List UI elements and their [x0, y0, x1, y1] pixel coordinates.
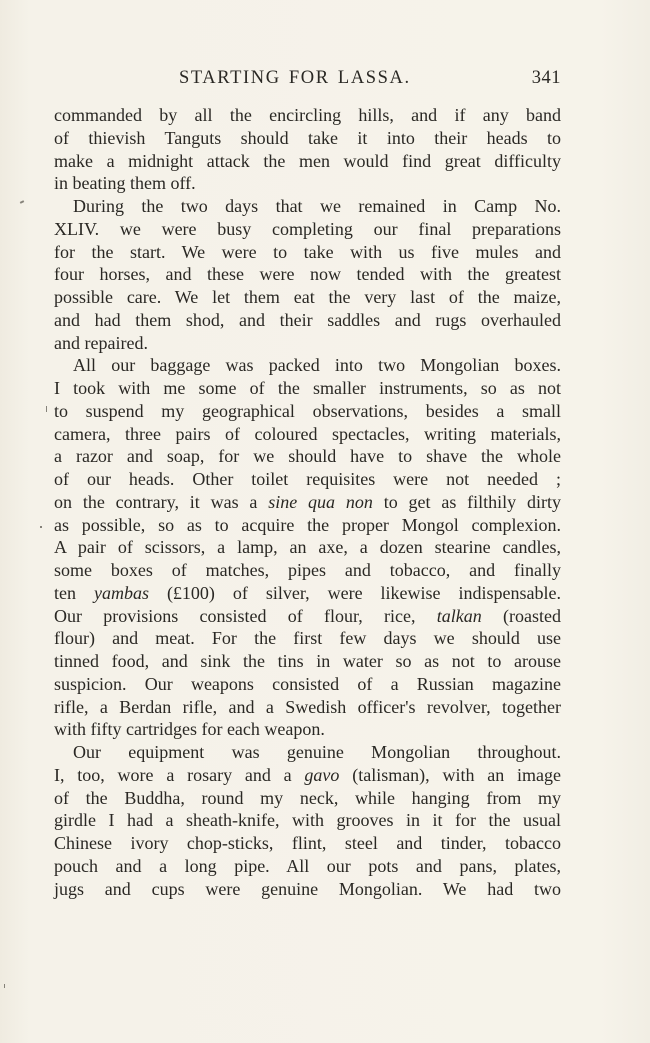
text-segment: jugs and cups were genuine Mongolian. We had two [54, 878, 561, 899]
text-line [54, 514, 561, 537]
text-segment: pouch and a long pipe. All our pots and pans, plates, [54, 855, 561, 876]
text-line [54, 468, 561, 491]
text-segment: I, too, wore a rosary and a [54, 764, 305, 785]
text-line [54, 787, 561, 810]
text-segment: Our provisions consisted of flour, rice, [54, 605, 437, 626]
italic-term: yambas [93, 582, 149, 603]
text-line [54, 832, 561, 855]
text-segment: and repaired. [54, 332, 148, 353]
margin-mark [4, 984, 5, 988]
text-segment: rifle, a Berdan rifle, and a Swedish officer's revolver, together [54, 696, 561, 717]
text-segment: Chinese ivory chop-sticks, flint, steel and tinder, tobacco [54, 833, 561, 853]
text-segment: commanded by all the encircling hills, and if any band [54, 105, 561, 125]
text-line [54, 627, 561, 650]
text-line [54, 536, 561, 559]
text-segment: and had them shod, and their saddles and rugs overhauled [54, 309, 561, 330]
text-line [54, 423, 561, 446]
text-segment: A pair of scissors, a lamp, an axe, a dozen stearine candles, [54, 537, 561, 558]
text-line [54, 445, 561, 468]
text-line [54, 241, 561, 264]
text-line [54, 741, 561, 764]
text-line [54, 855, 561, 878]
text-segment: on the contrary, it was a [54, 491, 269, 512]
text-line [54, 809, 561, 832]
text-segment: (talisman), with an image [339, 764, 561, 785]
text-segment: (roasted [481, 605, 561, 626]
text-segment: to get as filthily dirty [372, 491, 561, 512]
text-segment: four horses, and these were now tended with the greatest [54, 264, 561, 285]
text-segment: ten [54, 582, 94, 603]
text-segment: with fifty cartridges for each weapon. [54, 719, 325, 740]
margin-mark [20, 200, 24, 204]
text-segment: of the Buddha, round my neck, while hanging from my [54, 787, 561, 808]
text-segment: (£100) of silver, were likewise indispensable. [148, 582, 561, 603]
text-segment: camera, three pairs of coloured spectacles, writing materials, [54, 423, 561, 444]
text-line [54, 309, 561, 332]
text-line [54, 127, 561, 150]
text-line [54, 696, 561, 719]
text-segment: possible care. We let them eat the very last of the maize, [54, 287, 561, 307]
text-line [54, 195, 561, 218]
text-line [54, 354, 561, 377]
text-segment: of thievish Tanguts should take it into their heads to [54, 127, 561, 148]
text-segment: as possible, so as to acquire the proper Mongol complexion. [54, 514, 561, 535]
body-text [54, 104, 561, 900]
text-line [54, 263, 561, 286]
page-header [54, 68, 561, 94]
text-line [54, 104, 561, 127]
text-line [54, 650, 561, 673]
text-segment: in beating them off. [54, 173, 196, 194]
text-segment: All our baggage was packed into two Mongolian boxes. [73, 355, 561, 376]
text-segment: suspicion. Our weapons consisted of a Russian magazine [54, 673, 561, 694]
text-segment: some boxes of matches, pipes and tobacco, and finally [54, 560, 561, 580]
text-segment: flour) and meat. For the first few days we should use [54, 628, 561, 649]
text-segment: for the start. We were to take with us five mules and [54, 241, 561, 262]
text-segment: Our equipment was genuine Mongolian throughout. [73, 742, 561, 762]
text-line [54, 764, 561, 787]
italic-term: sine qua non [268, 491, 373, 512]
text-segment: During the two days that we remained in Camp No. [73, 196, 561, 216]
text-line [54, 878, 561, 901]
text-line [54, 218, 561, 241]
text-line [54, 673, 561, 696]
text-line [54, 559, 561, 582]
italic-term: talkan [436, 605, 482, 626]
text-segment: to suspend my geographical observations, besides a small [54, 400, 561, 421]
text-segment: make a midnight attack the men would find great difficulty [54, 150, 561, 171]
margin-mark [40, 526, 42, 528]
text-line [54, 718, 561, 741]
margin-mark [46, 406, 47, 412]
text-line [54, 491, 561, 514]
text-line [54, 150, 561, 173]
text-line [54, 286, 561, 309]
text-line [54, 605, 561, 628]
text-line [54, 377, 561, 400]
text-line [54, 332, 561, 355]
italic-term: gavo [304, 764, 340, 785]
text-segment: a razor and soap, for we should have to shave the whole [54, 446, 561, 467]
text-segment: tinned food, and sink the tins in water so as not to arouse [54, 651, 561, 671]
text-segment: XLIV. we were busy completing our final preparations [54, 218, 561, 239]
text-segment: of our heads. Other toilet requisites were not needed ; [54, 469, 561, 489]
running-head: STARTING FOR LASSA. [179, 68, 411, 88]
text-line [54, 400, 561, 423]
text-segment: girdle I had a sheath-knife, with grooves in it for the usual [54, 810, 561, 831]
text-line [54, 172, 561, 195]
page-number: 341 [531, 68, 561, 88]
text-segment: I took with me some of the smaller instruments, so as not [54, 378, 561, 398]
text-line [54, 582, 561, 605]
